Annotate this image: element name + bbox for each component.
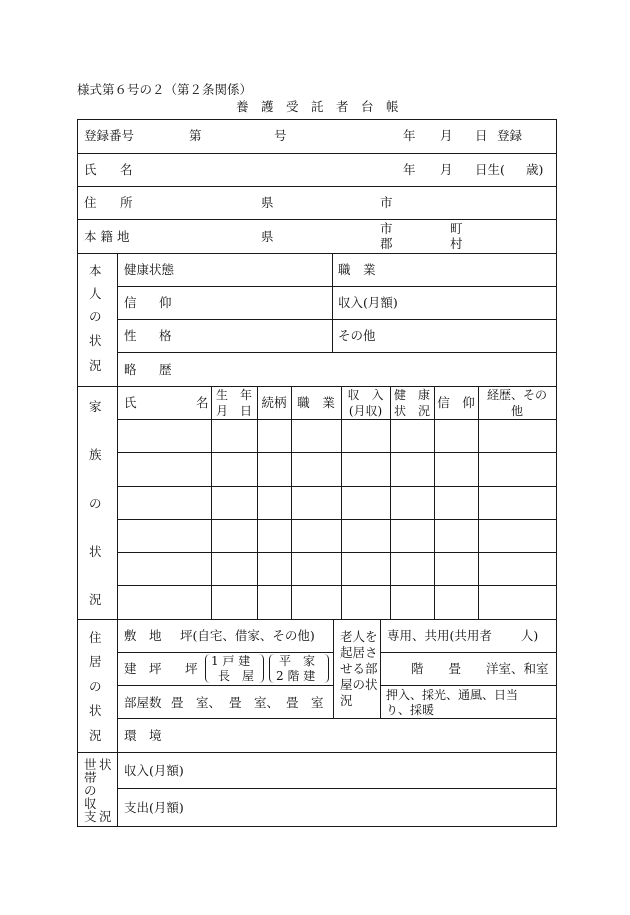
family-header-career-2: 他 <box>510 404 523 418</box>
personal-side-label-4: 状 <box>89 333 102 348</box>
house-type-single-storey: 平 家 <box>279 654 316 668</box>
tatami-room-1: 畳 室、 <box>171 695 222 710</box>
housing-side-label-3: の <box>89 679 102 694</box>
name-label-2: 名 <box>120 162 133 177</box>
form-number: 様式第６号の２（第２条関係） <box>77 82 253 97</box>
personal-side-label-2: 人 <box>89 286 102 301</box>
family-header-job: 職 業 <box>297 395 335 410</box>
household-income-label: 収入(月額) <box>124 763 184 778</box>
history-label-1: 略 <box>124 362 137 377</box>
registration-suffix: 登録 <box>497 128 523 143</box>
family-header-belief: 信 仰 <box>437 395 475 410</box>
finance-side-label-7: 況 <box>99 809 112 824</box>
occupation-label: 職 業 <box>338 262 376 277</box>
name-label-1: 氏 <box>84 162 97 177</box>
building-label: 建 坪 <box>124 661 162 676</box>
birth-day: 日生( <box>475 162 505 177</box>
character-label-2: 格 <box>159 328 172 343</box>
finance-side-label-2: 帯 <box>84 770 97 785</box>
finance-side-label-4: 収 <box>84 796 97 811</box>
form-title: 養 護 受 託 者 台 帳 <box>236 99 399 114</box>
registration-dai: 第 <box>189 128 202 143</box>
belief-label-2: 仰 <box>159 295 172 310</box>
family-side-label-2: 族 <box>89 447 102 462</box>
income-label: 収入(月額) <box>338 295 398 310</box>
family-side-label-1: 家 <box>89 399 102 414</box>
character-label-1: 性 <box>124 328 137 343</box>
registration-year: 年 <box>403 128 416 143</box>
finance-side-label-1: 世 <box>84 757 97 772</box>
age-label: 歳) <box>526 162 544 177</box>
elder-room-label-5: 況 <box>340 693 353 708</box>
registration-month: 月 <box>440 128 453 143</box>
family-header-name-1: 氏 <box>124 395 137 410</box>
family-header-health-2: 状 況 <box>393 404 430 418</box>
room-closet-1: 押入、採光、通風、日当 <box>386 688 519 702</box>
elder-room-label-2: 起居さ <box>340 645 378 660</box>
address-label-1: 住 <box>84 195 97 210</box>
site-label: 敷 地 <box>124 628 162 643</box>
registration-go: 号 <box>274 128 287 143</box>
room-closet-2: り、採暖 <box>386 703 435 717</box>
domicile-village: 村 <box>450 236 463 251</box>
domicile-label: 本 籍 地 <box>84 229 130 244</box>
room-floor: 階 畳 洋室、和室 <box>411 661 549 676</box>
family-side-label-3: の <box>89 496 102 511</box>
history-label-2: 歴 <box>159 362 172 377</box>
family-header-name-2: 名 <box>196 395 209 410</box>
room-use: 専用、共用(共用者 人) <box>387 628 539 643</box>
house-type-two-storey: 2 階 建 <box>276 669 316 683</box>
environment-label: 環 境 <box>124 728 162 743</box>
domicile-prefecture: 県 <box>261 229 274 244</box>
house-type-rowhouse: 長 屋 <box>218 669 255 683</box>
finance-side-label-5: 支 <box>84 809 97 824</box>
housing-side-label-2: 居 <box>89 654 102 669</box>
family-header-income-1: 収 入 <box>347 388 384 402</box>
domicile-city: 市 <box>380 221 393 236</box>
address-prefecture: 県 <box>261 195 274 210</box>
elder-room-label-3: せる部 <box>340 661 378 676</box>
finance-side-label-6: 状 <box>99 757 112 772</box>
registration-day: 日 <box>475 128 488 143</box>
tatami-room-3: 畳 室 <box>286 695 324 710</box>
housing-side-label-5: 況 <box>89 728 102 743</box>
housing-side-label-4: 状 <box>89 703 102 718</box>
domicile-county: 郡 <box>380 236 393 251</box>
rooms-label: 部屋数 <box>124 695 162 710</box>
birth-month: 月 <box>440 162 453 177</box>
site-detail: 坪(自宅、借家、その他) <box>180 628 315 643</box>
other-label: その他 <box>338 328 376 343</box>
building-tsubo: 坪 <box>185 661 198 676</box>
personal-side-label-3: の <box>89 309 102 324</box>
domicile-town: 町 <box>450 221 463 236</box>
elder-room-label-4: 屋の状 <box>340 677 378 692</box>
personal-side-label-5: 況 <box>89 358 102 373</box>
household-expense-label: 支出(月額) <box>124 800 184 815</box>
housing-side-label-1: 住 <box>89 630 102 645</box>
address-label-2: 所 <box>120 195 133 210</box>
belief-label-1: 信 <box>124 295 137 310</box>
personal-side-label-1: 本 <box>89 263 102 278</box>
family-header-relation: 続柄 <box>261 395 287 410</box>
tatami-room-2: 畳 室、 <box>229 695 280 710</box>
house-type-detached: 1 戸 建 <box>211 654 251 668</box>
finance-side-label-3: の <box>84 783 97 798</box>
family-header-career-1: 経歴、その <box>486 388 547 402</box>
family-header-dob-2: 月 日 <box>215 404 252 418</box>
family-header-income-2: (月収) <box>348 404 383 418</box>
registration-label: 登録番号 <box>84 128 135 143</box>
birth-year: 年 <box>403 162 416 177</box>
family-header-health-1: 健 康 <box>393 388 430 402</box>
health-label: 健康状態 <box>124 262 175 277</box>
family-side-label-4: 状 <box>89 544 102 559</box>
family-header-dob-1: 生 年 <box>215 388 252 402</box>
elder-room-label-1: 老人を <box>340 629 378 644</box>
family-side-label-5: 況 <box>89 592 102 607</box>
address-city: 市 <box>380 195 393 210</box>
